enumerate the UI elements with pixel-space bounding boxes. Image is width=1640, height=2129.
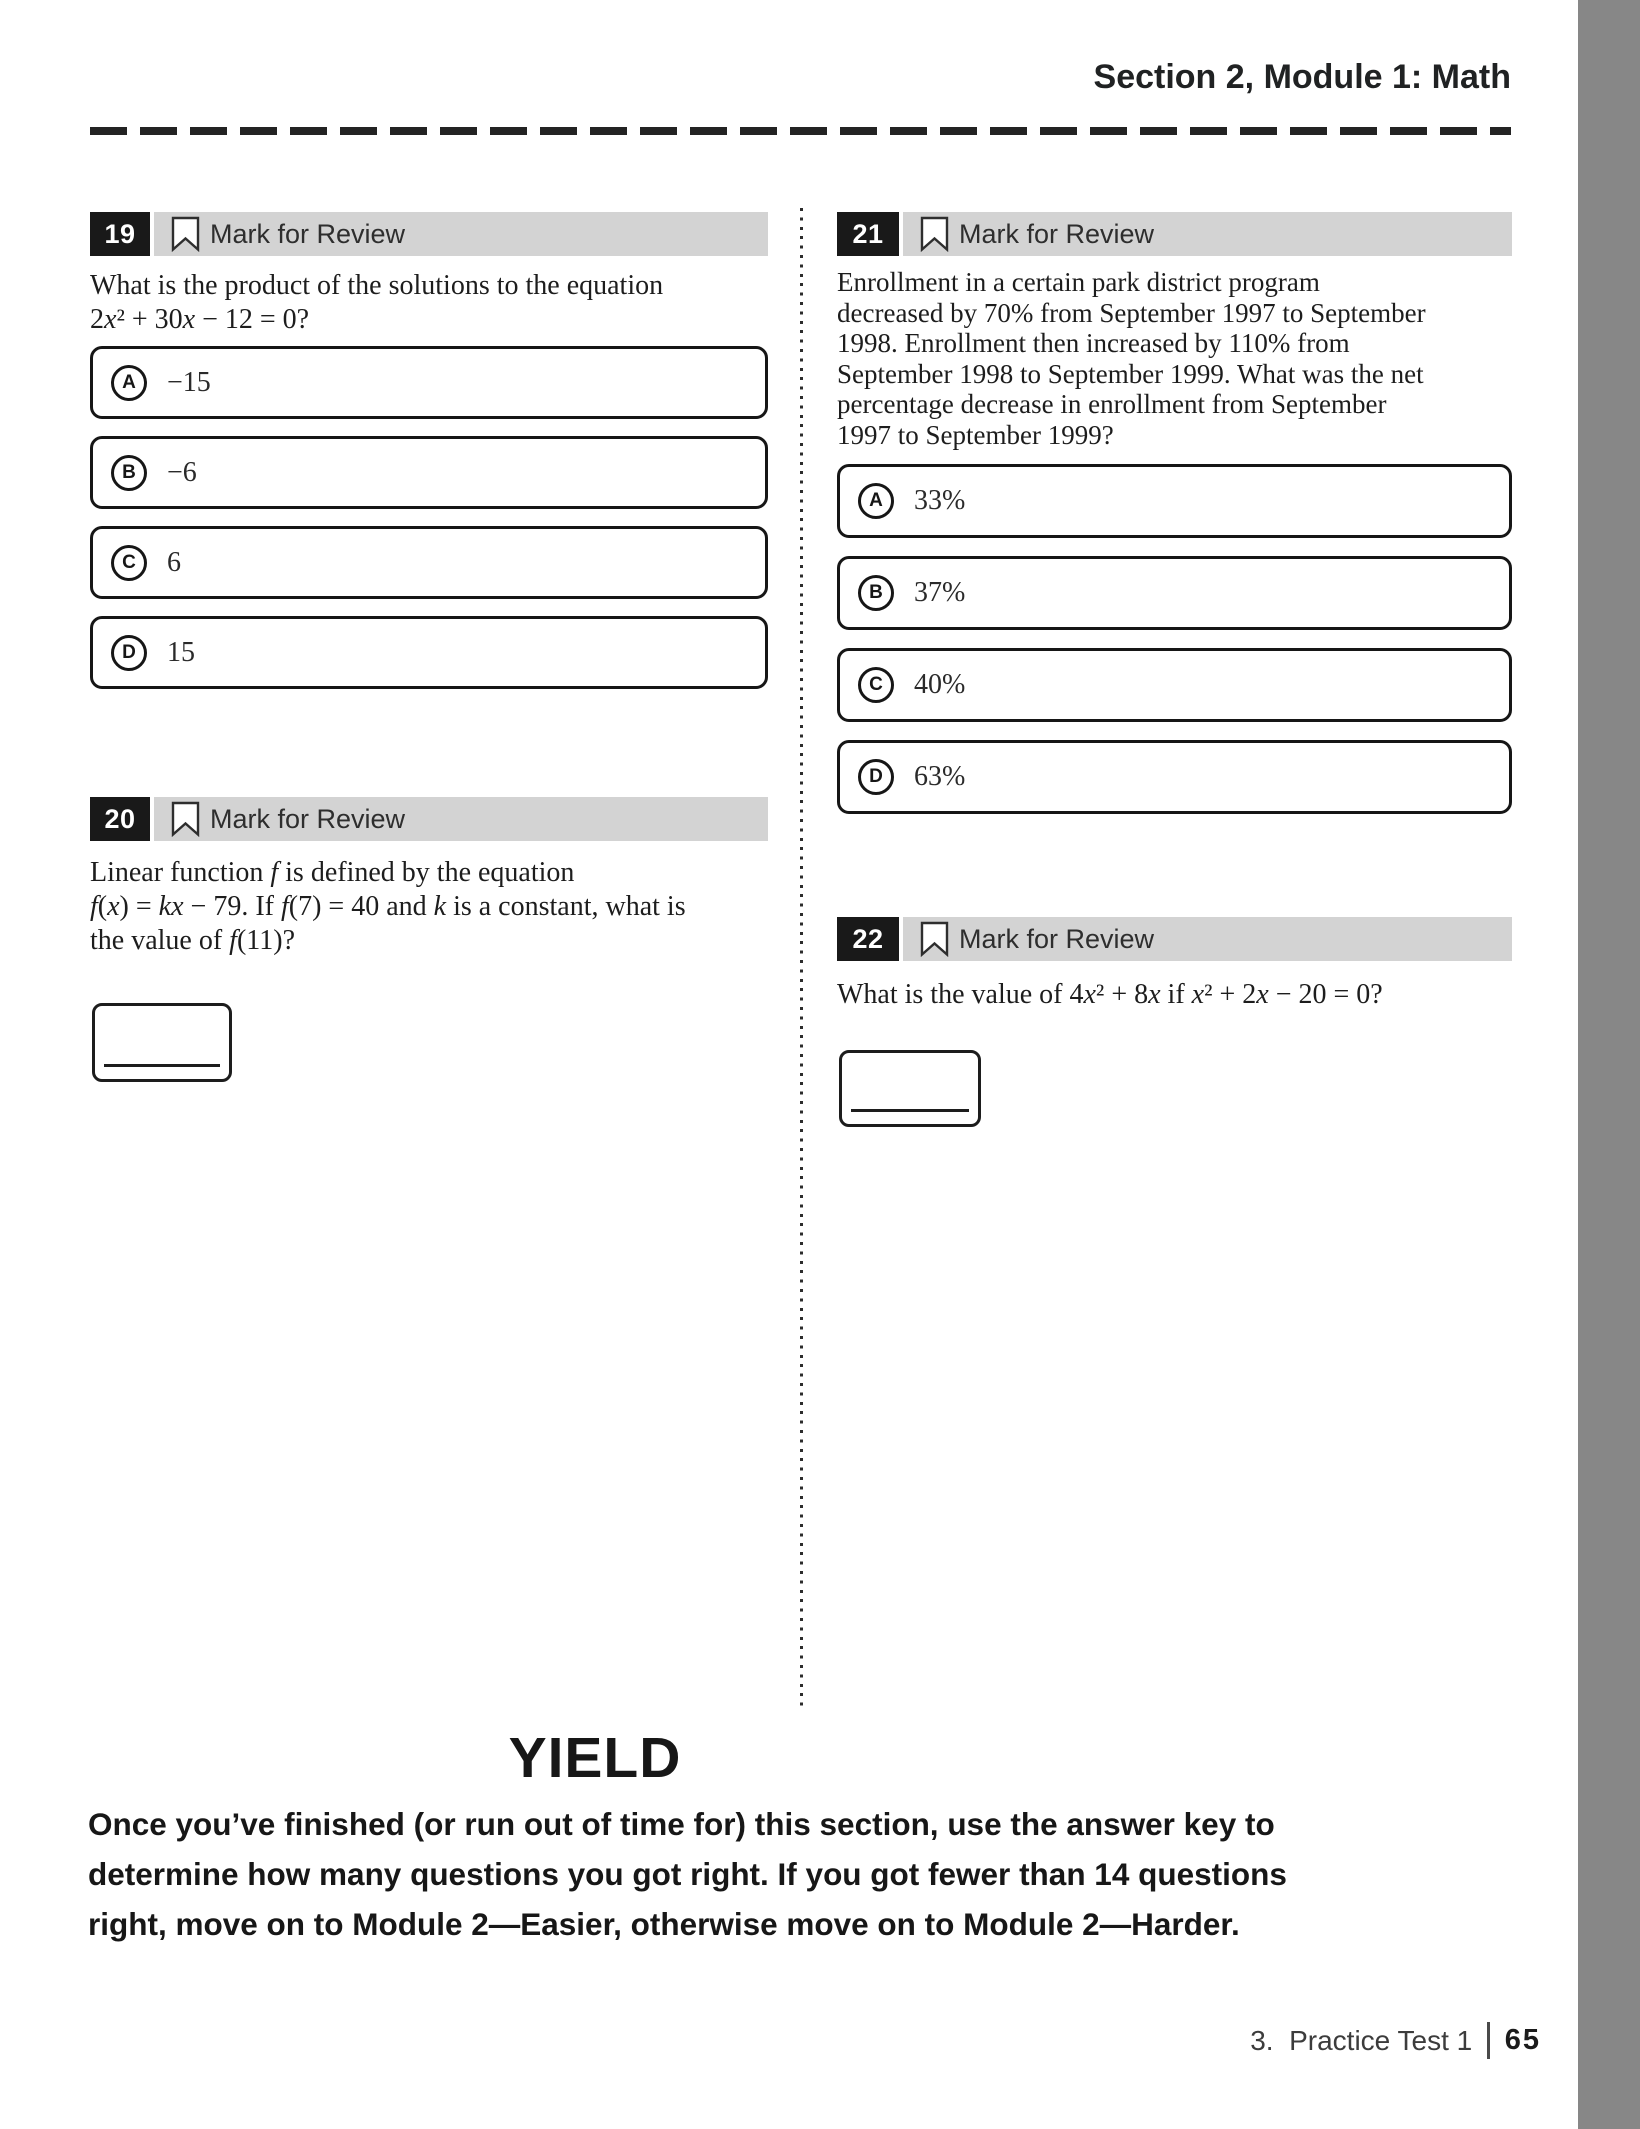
option-value: 33% (914, 485, 966, 516)
option-value: 37% (914, 577, 966, 608)
yield-instructions: Once you’ve finished (or run out of time for) this section, use the answer key to determine how many questions you got right. If you got fewer than 14 questions right, move on to Module 2—Easier, otherwise move on to Module 2—Harder. (88, 1806, 1287, 1942)
question-number-badge: 21 (837, 212, 899, 256)
question-21-text: Enrollment in a certain park district program decreased by 70% from September 1997 to September 1998. Enrollment then increased by 110% from September 1998 to September 1999. What was the net percentage decrease in enrollment from September 1997 to September 1999? (837, 267, 1426, 450)
bookmark-icon (171, 216, 200, 252)
page-footer (1250, 2022, 1541, 2059)
option-letter: B (111, 455, 147, 491)
free-response-answer-box[interactable] (839, 1050, 981, 1127)
answer-option-c[interactable] (837, 648, 1512, 722)
mark-for-review-button[interactable] (154, 212, 768, 256)
mark-for-review-label: Mark for Review (210, 803, 406, 834)
option-letter: C (858, 667, 894, 703)
option-value: 40% (914, 669, 966, 700)
question-20-text: Linear function f is defined by the equation f(x) = kx − 79. If f(7) = 40 and k is a constant, what is the value of f(11)? (90, 857, 686, 956)
page-edge-strip (1578, 0, 1640, 2129)
question-19-text: What is the product of the solutions to the equation 2x² + 30x − 12 = 0? (90, 270, 664, 335)
option-letter: B (858, 575, 894, 611)
answer-option-b[interactable] (90, 436, 768, 509)
option-letter: A (111, 365, 147, 401)
question-19 (90, 212, 768, 706)
answer-write-line (104, 1064, 220, 1067)
question-22 (837, 917, 1512, 1127)
answer-write-line (851, 1109, 969, 1112)
answer-option-b[interactable] (837, 556, 1512, 630)
question-20-header (90, 797, 768, 841)
option-value: −15 (167, 366, 211, 398)
question-20 (90, 797, 768, 1082)
mark-for-review-button[interactable] (154, 797, 768, 841)
answer-option-d[interactable] (837, 740, 1512, 814)
question-19-header (90, 212, 768, 256)
question-19-options (90, 346, 768, 689)
option-letter: A (858, 483, 894, 519)
yield-section (88, 1726, 1287, 1949)
free-response-answer-box[interactable] (92, 1003, 232, 1082)
footer-page-number: 65 (1504, 2024, 1541, 2056)
answer-option-a[interactable] (90, 346, 768, 419)
header-dashed-rule (90, 127, 1511, 135)
option-letter: D (858, 759, 894, 795)
option-value: 63% (914, 761, 966, 792)
mark-for-review-label: Mark for Review (959, 218, 1155, 249)
option-letter: D (111, 635, 147, 671)
option-value: 6 (167, 546, 181, 578)
question-21-options (837, 464, 1512, 814)
bookmark-icon (171, 801, 200, 837)
option-value: 15 (167, 636, 195, 668)
question-22-header (837, 917, 1512, 961)
option-value: −6 (167, 456, 197, 488)
mark-for-review-label: Mark for Review (959, 923, 1155, 954)
footer-separator (1487, 2022, 1490, 2059)
question-number-badge: 20 (90, 797, 150, 841)
mark-for-review-button[interactable] (903, 917, 1512, 961)
question-22-text: What is the value of 4x² + 8x if x² + 2x − 20 = 0? (837, 979, 1383, 1010)
question-21 (837, 212, 1512, 832)
option-letter: C (111, 545, 147, 581)
column-divider-dotted (800, 208, 803, 1706)
question-number-badge: 19 (90, 212, 150, 256)
question-number-badge: 22 (837, 917, 899, 961)
mark-for-review-button[interactable] (903, 212, 1512, 256)
answer-option-c[interactable] (90, 526, 768, 599)
bookmark-icon (920, 921, 949, 957)
mark-for-review-label: Mark for Review (210, 218, 406, 249)
section-header-title: Section 2, Module 1: Math (1093, 58, 1511, 96)
answer-option-d[interactable] (90, 616, 768, 689)
answer-option-a[interactable] (837, 464, 1512, 538)
bookmark-icon (920, 216, 949, 252)
footer-chapter-label: 3. Practice Test 1 (1250, 2024, 1473, 2056)
yield-title: YIELD (508, 1726, 682, 1790)
question-21-header (837, 212, 1512, 256)
